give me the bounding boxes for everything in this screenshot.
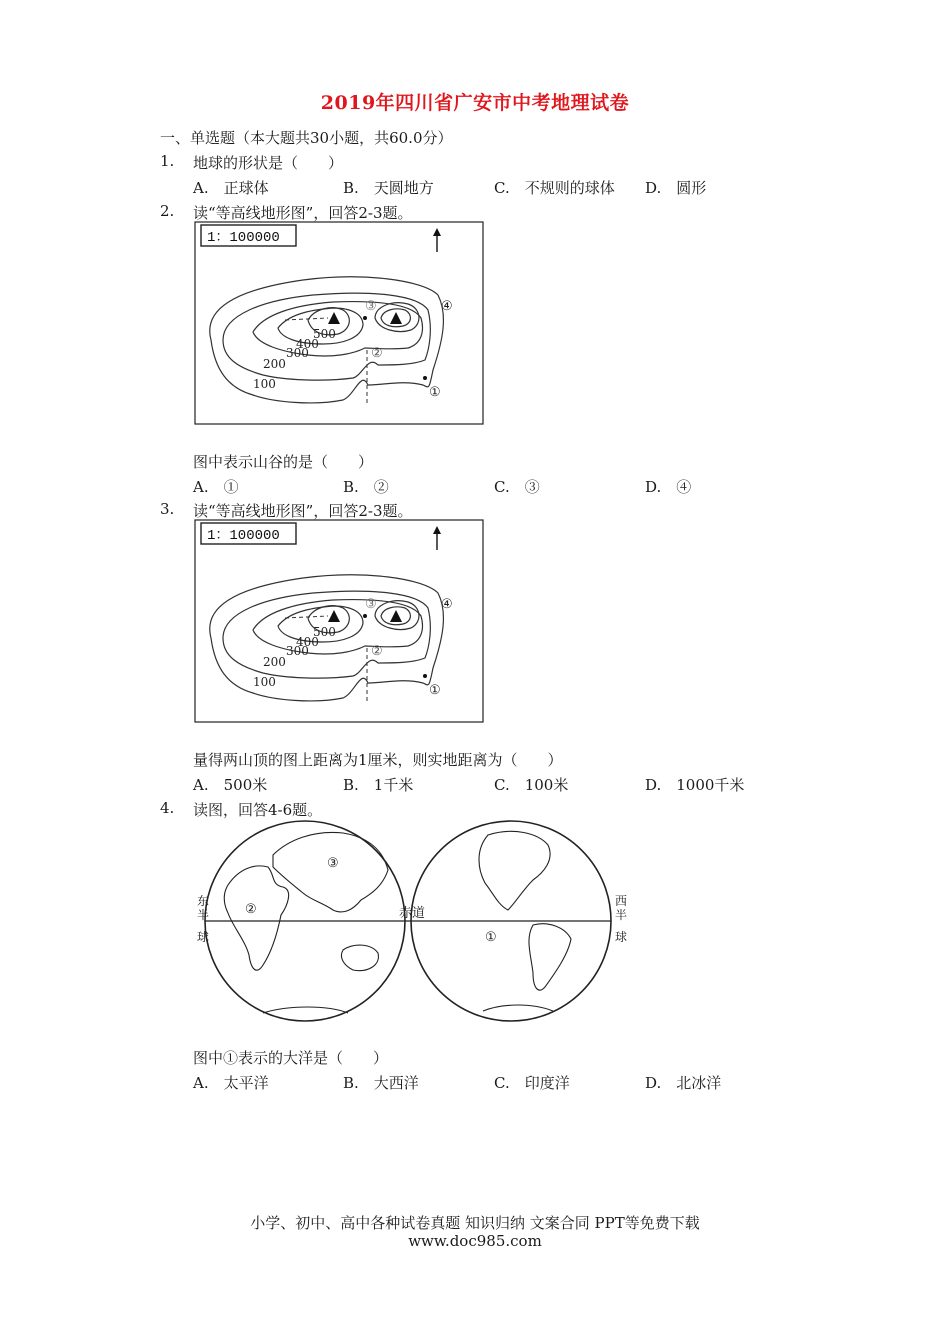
svg-text:300: 300 <box>286 346 309 360</box>
footer-link[interactable]: www.doc985.com <box>408 1232 542 1250</box>
question-sub: 量得两山顶的图上距离为1厘米，则实地距离为（ ） <box>193 751 563 769</box>
question-stem: 读“等高线地形图”，回答2-3题。 <box>193 502 413 520</box>
question-sub: 图中表示山谷的是（ ） <box>193 453 374 471</box>
contour-map-figure <box>193 518 485 724</box>
svg-text:500: 500 <box>313 327 336 341</box>
svg-text:100: 100 <box>253 675 276 689</box>
equator-label: 赤道 <box>399 906 426 921</box>
option-a: A. ① <box>193 478 239 496</box>
question-stem: 读图，回答4-6题。 <box>193 801 323 819</box>
svg-text:球: 球 <box>615 930 628 944</box>
question-stem: 地球的形状是（ ） <box>193 154 344 172</box>
option-c: C. 100米 <box>494 776 569 794</box>
question-number: 4. <box>160 799 175 817</box>
svg-text:④: ④ <box>441 299 453 314</box>
svg-text:①: ① <box>429 385 441 400</box>
option-b: B. ② <box>343 478 389 496</box>
footer-text: 小学、初中、高中各种试卷真题 知识归纳 文案合同 PPT等免费下载 <box>250 1214 700 1232</box>
scale-label: 1：100000 <box>207 230 280 246</box>
svg-text:①: ① <box>429 683 441 698</box>
svg-text:半: 半 <box>197 908 210 922</box>
question-number: 2. <box>160 202 175 220</box>
svg-text:②: ② <box>371 346 383 361</box>
option-c: C. ③ <box>494 478 540 496</box>
svg-text:③: ③ <box>365 597 377 612</box>
option-a: A. 500米 <box>193 776 268 794</box>
svg-text:③: ③ <box>365 299 377 314</box>
option-b: B. 1千米 <box>343 776 414 794</box>
svg-text:200: 200 <box>263 655 286 669</box>
svg-text:100: 100 <box>253 377 276 391</box>
option-d: D. 圆形 <box>645 179 707 197</box>
option-c: C. 印度洋 <box>494 1074 570 1092</box>
contour-map-figure <box>193 220 485 426</box>
svg-text:②: ② <box>371 644 383 659</box>
question-sub: 图中①表示的大洋是（ ） <box>193 1049 389 1067</box>
option-d: D. 北冰洋 <box>645 1074 722 1092</box>
option-a: A. 太平洋 <box>193 1074 269 1092</box>
option-d: D. ④ <box>645 478 692 496</box>
section-heading: 一、单选题（本大题共30小题，共60.0分） <box>160 129 453 147</box>
svg-text:400: 400 <box>296 337 319 351</box>
hemisphere-label: 东 <box>197 894 210 908</box>
svg-text:500: 500 <box>313 625 336 639</box>
svg-text:①: ① <box>485 930 497 945</box>
option-d: D. 1000千米 <box>645 776 745 794</box>
svg-text:②: ② <box>245 902 257 917</box>
question-stem: 读“等高线地形图”，回答2-3题。 <box>193 204 413 222</box>
svg-text:④: ④ <box>441 597 453 612</box>
svg-text:300: 300 <box>286 644 309 658</box>
scale-label: 1：100000 <box>207 528 280 544</box>
option-b: B. 天圆地方 <box>343 179 434 197</box>
svg-text:③: ③ <box>327 856 339 871</box>
svg-text:半: 半 <box>615 908 628 922</box>
svg-text:200: 200 <box>263 357 286 371</box>
option-c: C. 不规则的球体 <box>494 179 615 197</box>
option-a: A. 正球体 <box>193 179 269 197</box>
svg-text:400: 400 <box>296 635 319 649</box>
page-title: 2019年四川省广安市中考地理试卷 <box>320 92 630 114</box>
question-number: 1. <box>160 152 175 170</box>
hemisphere-label: 西 <box>615 894 628 908</box>
question-number: 3. <box>160 500 175 518</box>
option-b: B. 大西洋 <box>343 1074 419 1092</box>
hemispheres-map-figure <box>193 815 633 1027</box>
svg-text:球: 球 <box>197 930 210 944</box>
